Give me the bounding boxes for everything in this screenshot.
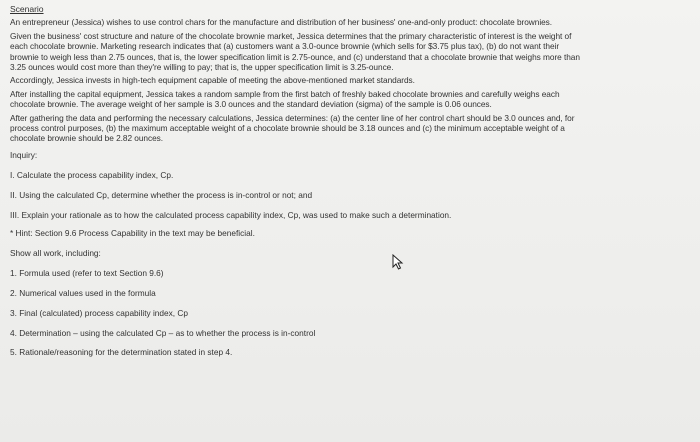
work-list (10, 268, 692, 358)
work-item: 3. Final (calculated) process capability index, Cp (10, 307, 189, 318)
paragraph-line: After installing the capital equipment, Jessica takes a random sample from the first batch of freshly baked chocolate brownies and carefully weighs each (10, 88, 560, 99)
paragraph-line: brownie to weigh less than 2.75 ounces, that is, the lower specification limit is 2.75-ounce, and (c) understand that a chocolate brownie that weighs more than (10, 51, 580, 62)
work-item: 4. Determination – using the calculated Cp – as to whether the process is in-control (10, 327, 316, 338)
paragraph-market-research (10, 31, 692, 73)
paragraph-line: chocolate brownie. The average weight of her sample is 3.0 ounces and the standard deviation (sigma) of the sample is 0.06 ounces. (10, 99, 492, 110)
paragraph-line: After gathering the data and performing the necessary calculations, Jessica determines: (a) the center line of her control chart should be 3.0 ounces and, for (10, 112, 575, 123)
paragraph-line: process control purposes, (b) the maximum acceptable weight of a chocolate brownie should be 3.18 ounces and (c) the minimum acceptable weight of a (10, 123, 565, 134)
intro-text: An entrepreneur (Jessica) wishes to use control chars for the manufacture and distribution of her business' one-and-only product: chocolate brownies. (10, 17, 553, 28)
inquiry-item: II. Using the calculated Cp, determine whether the process is in-control or not; and (10, 189, 313, 200)
paragraph-line: each chocolate brownie. Marketing research indicates that (a) customers want a 3.0-ounce brownie (which sells for $3.75 plus tax), (b) do not want their (10, 41, 560, 52)
work-item: 1. Formula used (refer to text Section 9.6) (10, 267, 164, 278)
work-item: 2. Numerical values used in the formula (10, 287, 156, 298)
inquiry-item: I. Calculate the process capability index, Cp. (10, 169, 174, 180)
inquiry-list (10, 170, 692, 220)
paragraph-sampling (10, 89, 692, 110)
inquiry-title: Inquiry: (10, 149, 38, 160)
mouse-cursor-icon (392, 254, 404, 270)
scenario-title: Scenario (10, 4, 44, 14)
paragraph-line: 3.25 ounces would cost more than they're willing to pay; that is, the upper specification limit is 3.25-ounce. (10, 62, 394, 73)
show-work-text: Show all work, including: (10, 247, 101, 258)
hint-text: * Hint: Section 9.6 Process Capability in the text may be beneficial. (10, 228, 255, 238)
paragraph-control-chart (10, 113, 692, 144)
work-item: 5. Rationale/reasoning for the determination stated in step 4. (10, 347, 233, 358)
paragraph-line: Given the business' cost structure and nature of the chocolate brownie market, Jessica determines that the primary characteristic of interest is the weight of (10, 30, 572, 41)
paragraph-line: chocolate brownie should be 2.82 ounces. (10, 133, 163, 144)
inquiry-item: III. Explain your rationale as to how the calculated process capability index, Cp, was used to make such a determination. (10, 209, 452, 220)
paragraph-investment: Accordingly, Jessica invests in high-tech equipment capable of meeting the above-mentioned market standards. (10, 75, 415, 86)
